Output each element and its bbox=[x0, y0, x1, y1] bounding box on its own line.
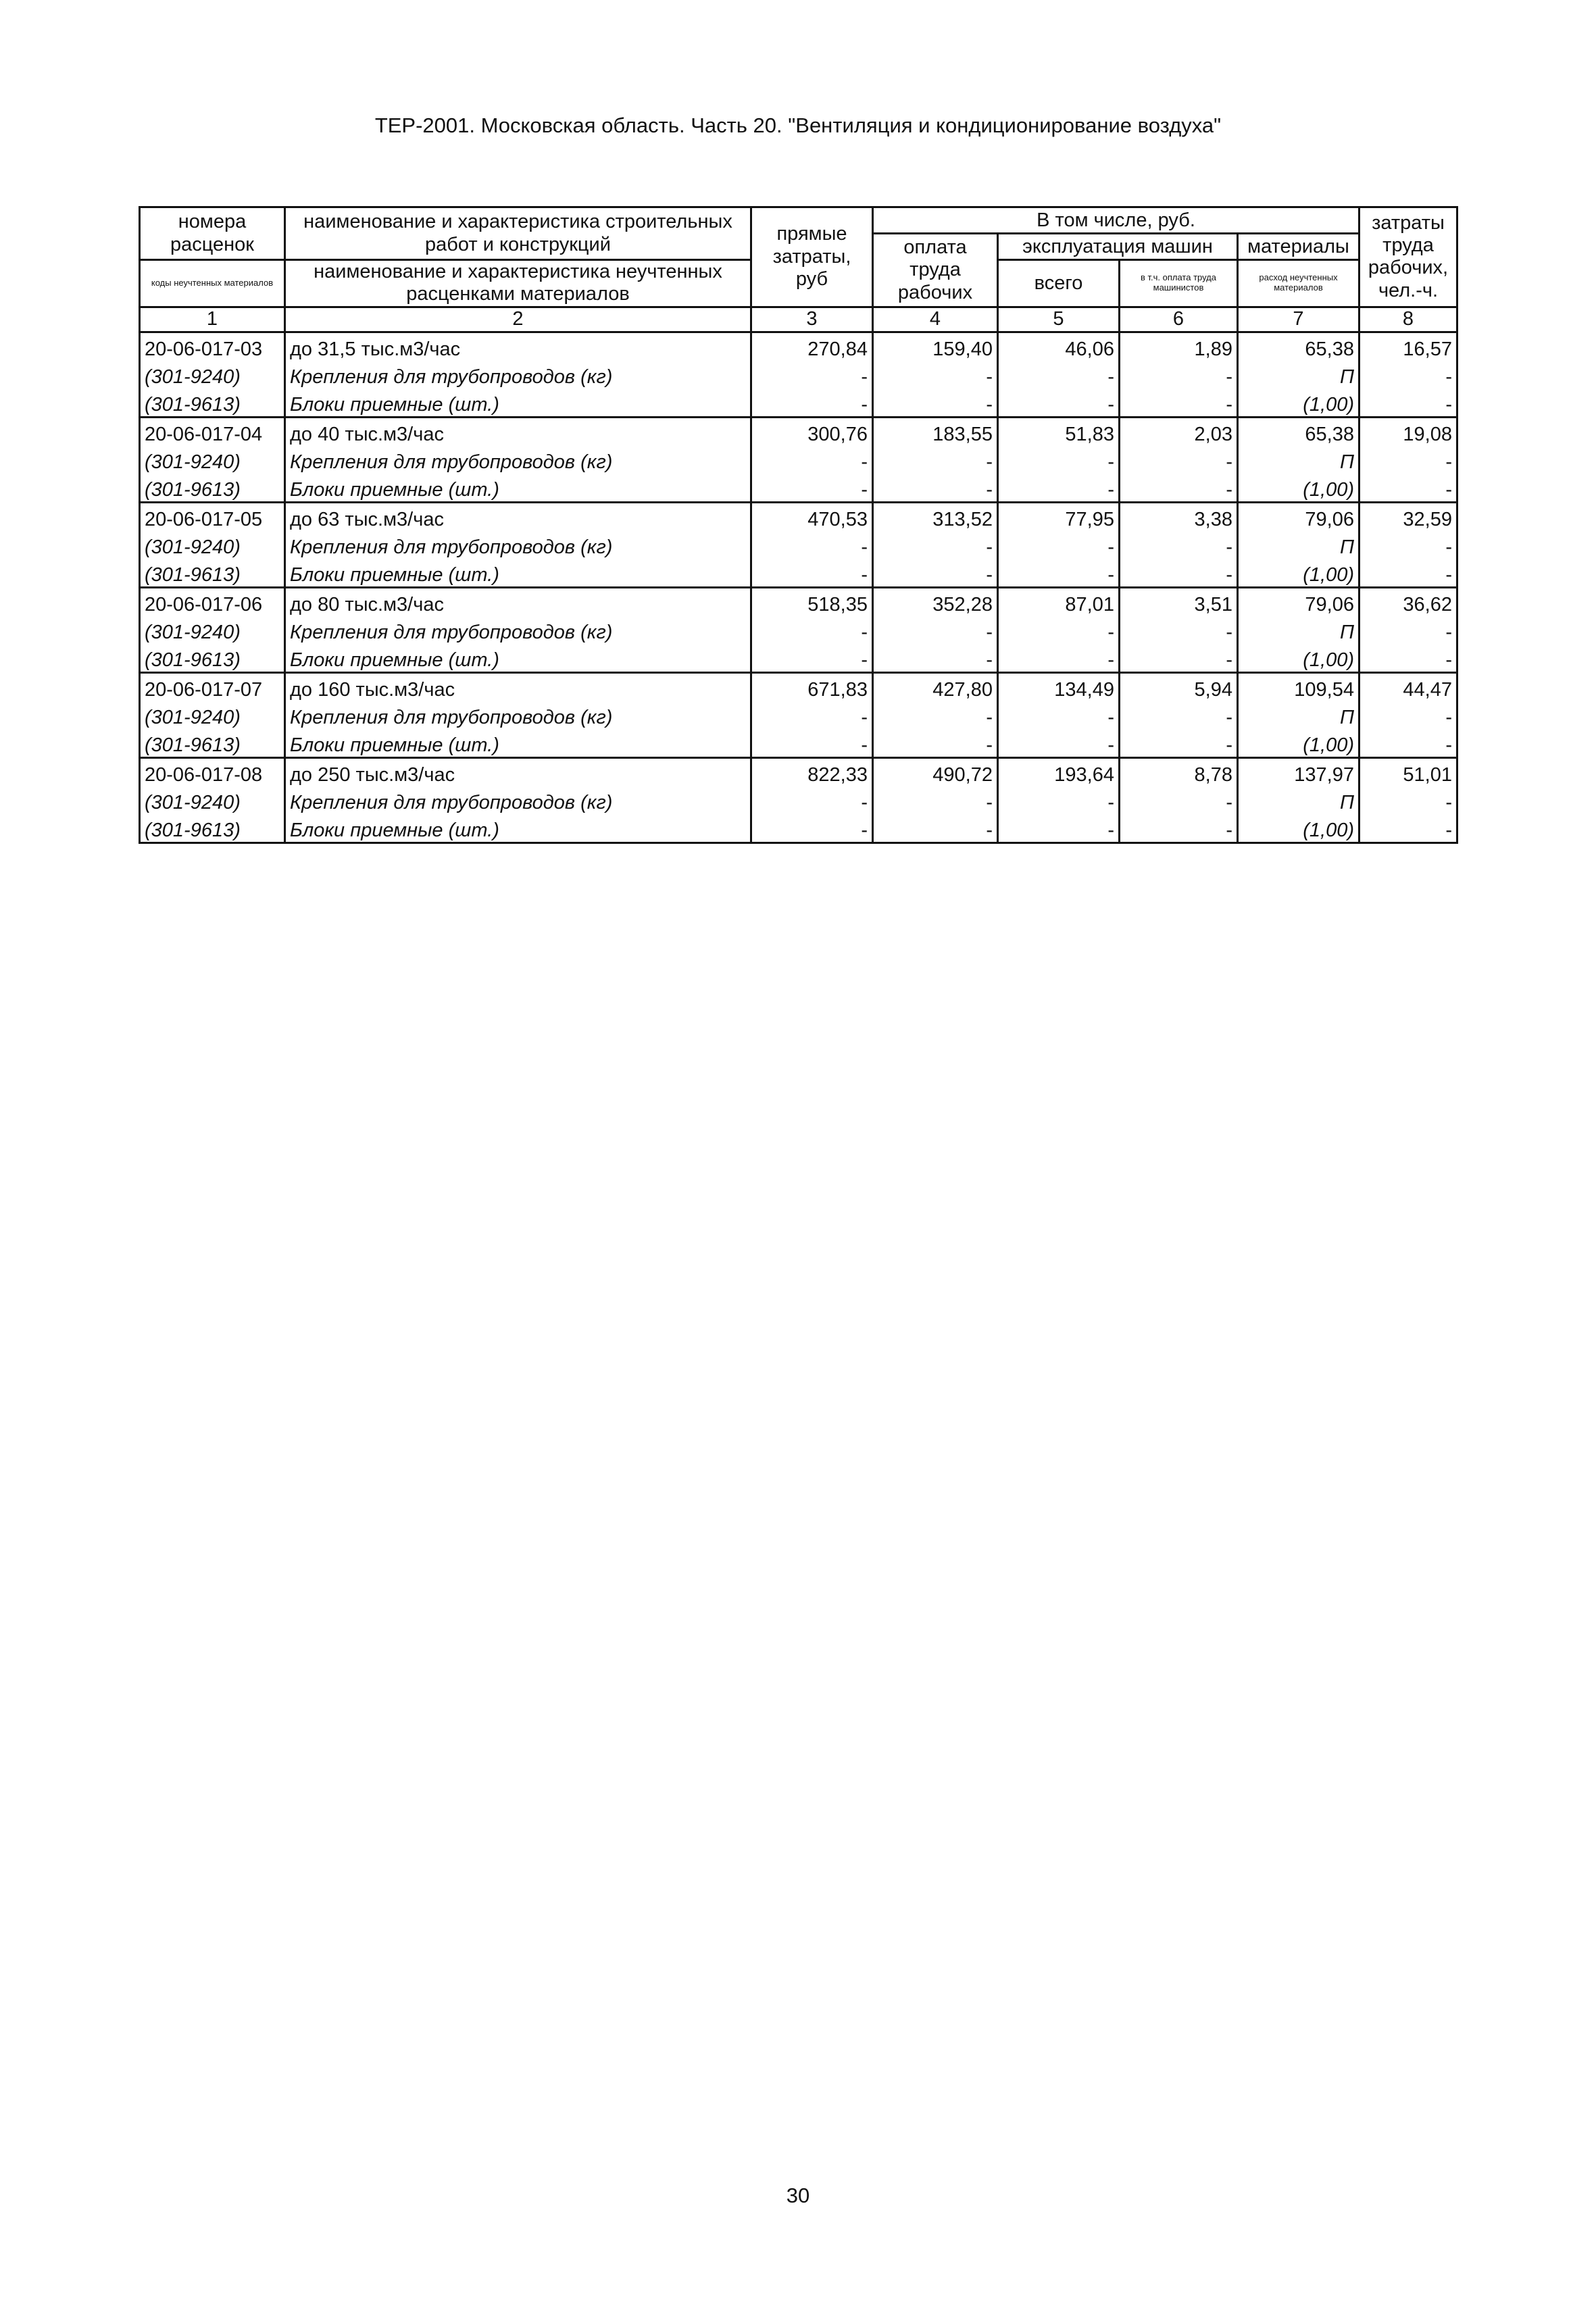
column-number: 6 bbox=[1120, 307, 1238, 332]
cell-machines-total: - bbox=[998, 474, 1120, 503]
cell-code: 20-06-017-07 bbox=[140, 672, 285, 701]
cell-direct-cost: 300,76 bbox=[751, 417, 873, 446]
col-name-subheader: наименование и характеристика неучтенных расценками материалов bbox=[285, 260, 751, 307]
cell-machines-total: 77,95 bbox=[998, 502, 1120, 531]
cell-labor-hours: 44,47 bbox=[1360, 672, 1457, 701]
cell-machines-total: - bbox=[998, 616, 1120, 644]
cell-operators-pay: - bbox=[1120, 559, 1238, 588]
cell-operators-pay: - bbox=[1120, 786, 1238, 814]
cell-labor-hours: - bbox=[1360, 701, 1457, 729]
cell-labor-pay: - bbox=[873, 474, 998, 503]
cell-name: до 31,5 тыс.м3/час bbox=[285, 332, 751, 361]
cell-labor-hours: - bbox=[1360, 446, 1457, 474]
cell-labor-pay: 427,80 bbox=[873, 672, 998, 701]
column-number: 7 bbox=[1238, 307, 1360, 332]
cell-materials: (1,00) bbox=[1238, 388, 1360, 418]
cell-labor-hours: - bbox=[1360, 786, 1457, 814]
cell-materials: П bbox=[1238, 701, 1360, 729]
cell-machines-total: - bbox=[998, 814, 1120, 843]
cell-name: Крепления для трубопроводов (кг) bbox=[285, 616, 751, 644]
cell-machines-total: 193,64 bbox=[998, 757, 1120, 786]
cell-machines-total: 87,01 bbox=[998, 587, 1120, 616]
cell-labor-pay: - bbox=[873, 786, 998, 814]
header-row-1 bbox=[140, 207, 1457, 234]
cell-labor-hours: 16,57 bbox=[1360, 332, 1457, 361]
cell-labor-pay: - bbox=[873, 814, 998, 843]
cell-labor-hours: - bbox=[1360, 729, 1457, 758]
cell-labor-pay: - bbox=[873, 388, 998, 418]
cell-labor-hours: 36,62 bbox=[1360, 587, 1457, 616]
cell-labor-pay: 159,40 bbox=[873, 332, 998, 361]
table-row bbox=[140, 644, 1457, 673]
cell-labor-pay: - bbox=[873, 361, 998, 388]
cell-name: Блоки приемные (шт.) bbox=[285, 729, 751, 758]
cell-machines-total: - bbox=[998, 644, 1120, 673]
cell-direct-cost: 470,53 bbox=[751, 502, 873, 531]
cell-operators-pay: - bbox=[1120, 644, 1238, 673]
cell-operators-pay: - bbox=[1120, 388, 1238, 418]
cell-operators-pay: 5,94 bbox=[1120, 672, 1238, 701]
cell-machines-total: 46,06 bbox=[998, 332, 1120, 361]
col-machines-total-header: всего bbox=[998, 260, 1120, 307]
cell-direct-cost: - bbox=[751, 814, 873, 843]
cell-labor-hours: - bbox=[1360, 616, 1457, 644]
cell-materials: (1,00) bbox=[1238, 474, 1360, 503]
table-row bbox=[140, 531, 1457, 559]
cell-name: до 80 тыс.м3/час bbox=[285, 587, 751, 616]
cell-code: (301-9240) bbox=[140, 531, 285, 559]
cell-operators-pay: - bbox=[1120, 446, 1238, 474]
cell-materials: П bbox=[1238, 616, 1360, 644]
cell-operators-pay: 1,89 bbox=[1120, 332, 1238, 361]
cell-code: 20-06-017-06 bbox=[140, 587, 285, 616]
col-materials-consumption-header: расход неучтенных материалов bbox=[1238, 260, 1360, 307]
cell-labor-pay: 490,72 bbox=[873, 757, 998, 786]
cell-direct-cost: - bbox=[751, 616, 873, 644]
cell-direct-cost: - bbox=[751, 786, 873, 814]
page-number: 30 bbox=[786, 2184, 810, 2207]
cell-name: Крепления для трубопроводов (кг) bbox=[285, 531, 751, 559]
cell-materials: 65,38 bbox=[1238, 417, 1360, 446]
table-row bbox=[140, 332, 1457, 361]
cell-direct-cost: - bbox=[751, 531, 873, 559]
cell-code: (301-9613) bbox=[140, 729, 285, 758]
cell-labor-pay: - bbox=[873, 531, 998, 559]
table-row bbox=[140, 474, 1457, 503]
cell-labor-pay: - bbox=[873, 701, 998, 729]
cell-direct-cost: 822,33 bbox=[751, 757, 873, 786]
cell-direct-cost: 270,84 bbox=[751, 332, 873, 361]
cell-labor-hours: - bbox=[1360, 474, 1457, 503]
cell-labor-hours: 32,59 bbox=[1360, 502, 1457, 531]
cell-labor-pay: - bbox=[873, 616, 998, 644]
cell-direct-cost: - bbox=[751, 701, 873, 729]
table-row bbox=[140, 559, 1457, 588]
cell-labor-pay: 313,52 bbox=[873, 502, 998, 531]
cell-operators-pay: - bbox=[1120, 361, 1238, 388]
cell-labor-hours: - bbox=[1360, 559, 1457, 588]
cell-name: Крепления для трубопроводов (кг) bbox=[285, 786, 751, 814]
table-row bbox=[140, 446, 1457, 474]
cell-name: Крепления для трубопроводов (кг) bbox=[285, 701, 751, 729]
cell-materials: 109,54 bbox=[1238, 672, 1360, 701]
cell-labor-pay: 183,55 bbox=[873, 417, 998, 446]
col-hours-header: затраты труда рабочих, чел.-ч. bbox=[1360, 207, 1457, 307]
cell-name: Блоки приемные (шт.) bbox=[285, 388, 751, 418]
column-number: 8 bbox=[1360, 307, 1457, 332]
table-row bbox=[140, 616, 1457, 644]
cell-materials: (1,00) bbox=[1238, 729, 1360, 758]
cell-code: 20-06-017-04 bbox=[140, 417, 285, 446]
cell-name: до 63 тыс.м3/час bbox=[285, 502, 751, 531]
cell-direct-cost: 671,83 bbox=[751, 672, 873, 701]
cell-direct-cost: 518,35 bbox=[751, 587, 873, 616]
cell-machines-total: - bbox=[998, 361, 1120, 388]
cell-materials: (1,00) bbox=[1238, 559, 1360, 588]
cell-operators-pay: 3,51 bbox=[1120, 587, 1238, 616]
cell-code: 20-06-017-08 bbox=[140, 757, 285, 786]
table-row bbox=[140, 388, 1457, 418]
cell-direct-cost: - bbox=[751, 474, 873, 503]
cell-name: до 160 тыс.м3/час bbox=[285, 672, 751, 701]
cell-machines-total: - bbox=[998, 559, 1120, 588]
cell-labor-hours: - bbox=[1360, 531, 1457, 559]
cell-direct-cost: - bbox=[751, 559, 873, 588]
cell-code: (301-9613) bbox=[140, 814, 285, 843]
column-number: 4 bbox=[873, 307, 998, 332]
cell-direct-cost: - bbox=[751, 388, 873, 418]
cell-code: (301-9613) bbox=[140, 559, 285, 588]
cell-code: (301-9240) bbox=[140, 361, 285, 388]
col-name-header: наименование и характеристика строительных работ и конструкций bbox=[285, 207, 751, 260]
column-number-row bbox=[140, 307, 1457, 332]
cell-operators-pay: 3,38 bbox=[1120, 502, 1238, 531]
group-header: В том числе, руб. bbox=[873, 207, 1360, 234]
cell-operators-pay: - bbox=[1120, 474, 1238, 503]
cell-operators-pay: - bbox=[1120, 616, 1238, 644]
cell-labor-hours: - bbox=[1360, 644, 1457, 673]
cell-labor-pay: - bbox=[873, 559, 998, 588]
cell-machines-total: - bbox=[998, 786, 1120, 814]
table-row bbox=[140, 729, 1457, 758]
cell-name: Блоки приемные (шт.) bbox=[285, 559, 751, 588]
cell-code: (301-9240) bbox=[140, 786, 285, 814]
cell-name: Блоки приемные (шт.) bbox=[285, 644, 751, 673]
cell-code: (301-9240) bbox=[140, 701, 285, 729]
cell-name: до 250 тыс.м3/час bbox=[285, 757, 751, 786]
cell-code: (301-9613) bbox=[140, 388, 285, 418]
column-number: 1 bbox=[140, 307, 285, 332]
cell-materials: 79,06 bbox=[1238, 502, 1360, 531]
cell-name: до 40 тыс.м3/час bbox=[285, 417, 751, 446]
cell-name: Крепления для трубопроводов (кг) bbox=[285, 446, 751, 474]
materials-header: материалы bbox=[1238, 234, 1360, 260]
column-number: 5 bbox=[998, 307, 1120, 332]
cell-materials: (1,00) bbox=[1238, 644, 1360, 673]
cell-labor-hours: - bbox=[1360, 388, 1457, 418]
cell-direct-cost: - bbox=[751, 446, 873, 474]
col-direct-header: прямые затраты, руб bbox=[751, 207, 873, 307]
table-row bbox=[140, 502, 1457, 531]
cell-machines-total: - bbox=[998, 446, 1120, 474]
cell-operators-pay: - bbox=[1120, 531, 1238, 559]
col-code-header: номера расценок bbox=[140, 207, 285, 260]
cell-name: Блоки приемные (шт.) bbox=[285, 814, 751, 843]
cell-machines-total: - bbox=[998, 388, 1120, 418]
cell-direct-cost: - bbox=[751, 729, 873, 758]
cell-name: Блоки приемные (шт.) bbox=[285, 474, 751, 503]
cell-labor-pay: 352,28 bbox=[873, 587, 998, 616]
cell-machines-total: 51,83 bbox=[998, 417, 1120, 446]
cell-direct-cost: - bbox=[751, 361, 873, 388]
col-labor-header: оплата труда рабочих bbox=[873, 234, 998, 307]
column-number: 3 bbox=[751, 307, 873, 332]
cell-code: (301-9613) bbox=[140, 644, 285, 673]
cell-code: (301-9240) bbox=[140, 616, 285, 644]
col-code-subheader: коды неучтенных материалов bbox=[140, 260, 285, 307]
cell-labor-pay: - bbox=[873, 729, 998, 758]
table-row bbox=[140, 786, 1457, 814]
cell-machines-total: 134,49 bbox=[998, 672, 1120, 701]
cell-materials: 79,06 bbox=[1238, 587, 1360, 616]
cell-materials: П bbox=[1238, 361, 1360, 388]
cell-machines-total: - bbox=[998, 701, 1120, 729]
cell-machines-total: - bbox=[998, 531, 1120, 559]
cell-code: (301-9613) bbox=[140, 474, 285, 503]
cell-code: (301-9240) bbox=[140, 446, 285, 474]
cell-materials: П bbox=[1238, 531, 1360, 559]
table-row bbox=[140, 587, 1457, 616]
table-row bbox=[140, 672, 1457, 701]
cell-operators-pay: 2,03 bbox=[1120, 417, 1238, 446]
cell-machines-total: - bbox=[998, 729, 1120, 758]
cell-operators-pay: 8,78 bbox=[1120, 757, 1238, 786]
cell-operators-pay: - bbox=[1120, 729, 1238, 758]
cell-labor-hours: 51,01 bbox=[1360, 757, 1457, 786]
table-row bbox=[140, 701, 1457, 729]
cell-direct-cost: - bbox=[751, 644, 873, 673]
machines-header: эксплуатация машин bbox=[998, 234, 1238, 260]
cell-labor-hours: - bbox=[1360, 361, 1457, 388]
cell-name: Крепления для трубопроводов (кг) bbox=[285, 361, 751, 388]
cell-labor-pay: - bbox=[873, 644, 998, 673]
cell-code: 20-06-017-05 bbox=[140, 502, 285, 531]
cell-labor-pay: - bbox=[873, 446, 998, 474]
cell-code: 20-06-017-03 bbox=[140, 332, 285, 361]
table-row bbox=[140, 361, 1457, 388]
column-number: 2 bbox=[285, 307, 751, 332]
table-row bbox=[140, 757, 1457, 786]
cell-materials: П bbox=[1238, 446, 1360, 474]
col-operators-header: в т.ч. оплата труда машинистов bbox=[1120, 260, 1238, 307]
cell-materials: 65,38 bbox=[1238, 332, 1360, 361]
table-row bbox=[140, 814, 1457, 843]
table-row bbox=[140, 417, 1457, 446]
cell-labor-hours: 19,08 bbox=[1360, 417, 1457, 446]
cell-materials: П bbox=[1238, 786, 1360, 814]
cell-materials: (1,00) bbox=[1238, 814, 1360, 843]
cell-operators-pay: - bbox=[1120, 701, 1238, 729]
cell-operators-pay: - bbox=[1120, 814, 1238, 843]
cell-materials: 137,97 bbox=[1238, 757, 1360, 786]
rates-table bbox=[139, 206, 1458, 844]
cell-labor-hours: - bbox=[1360, 814, 1457, 843]
page-header-title: ТЕР-2001. Московская область. Часть 20. "Вентиляция и кондиционирование воздуха" bbox=[374, 114, 1222, 137]
